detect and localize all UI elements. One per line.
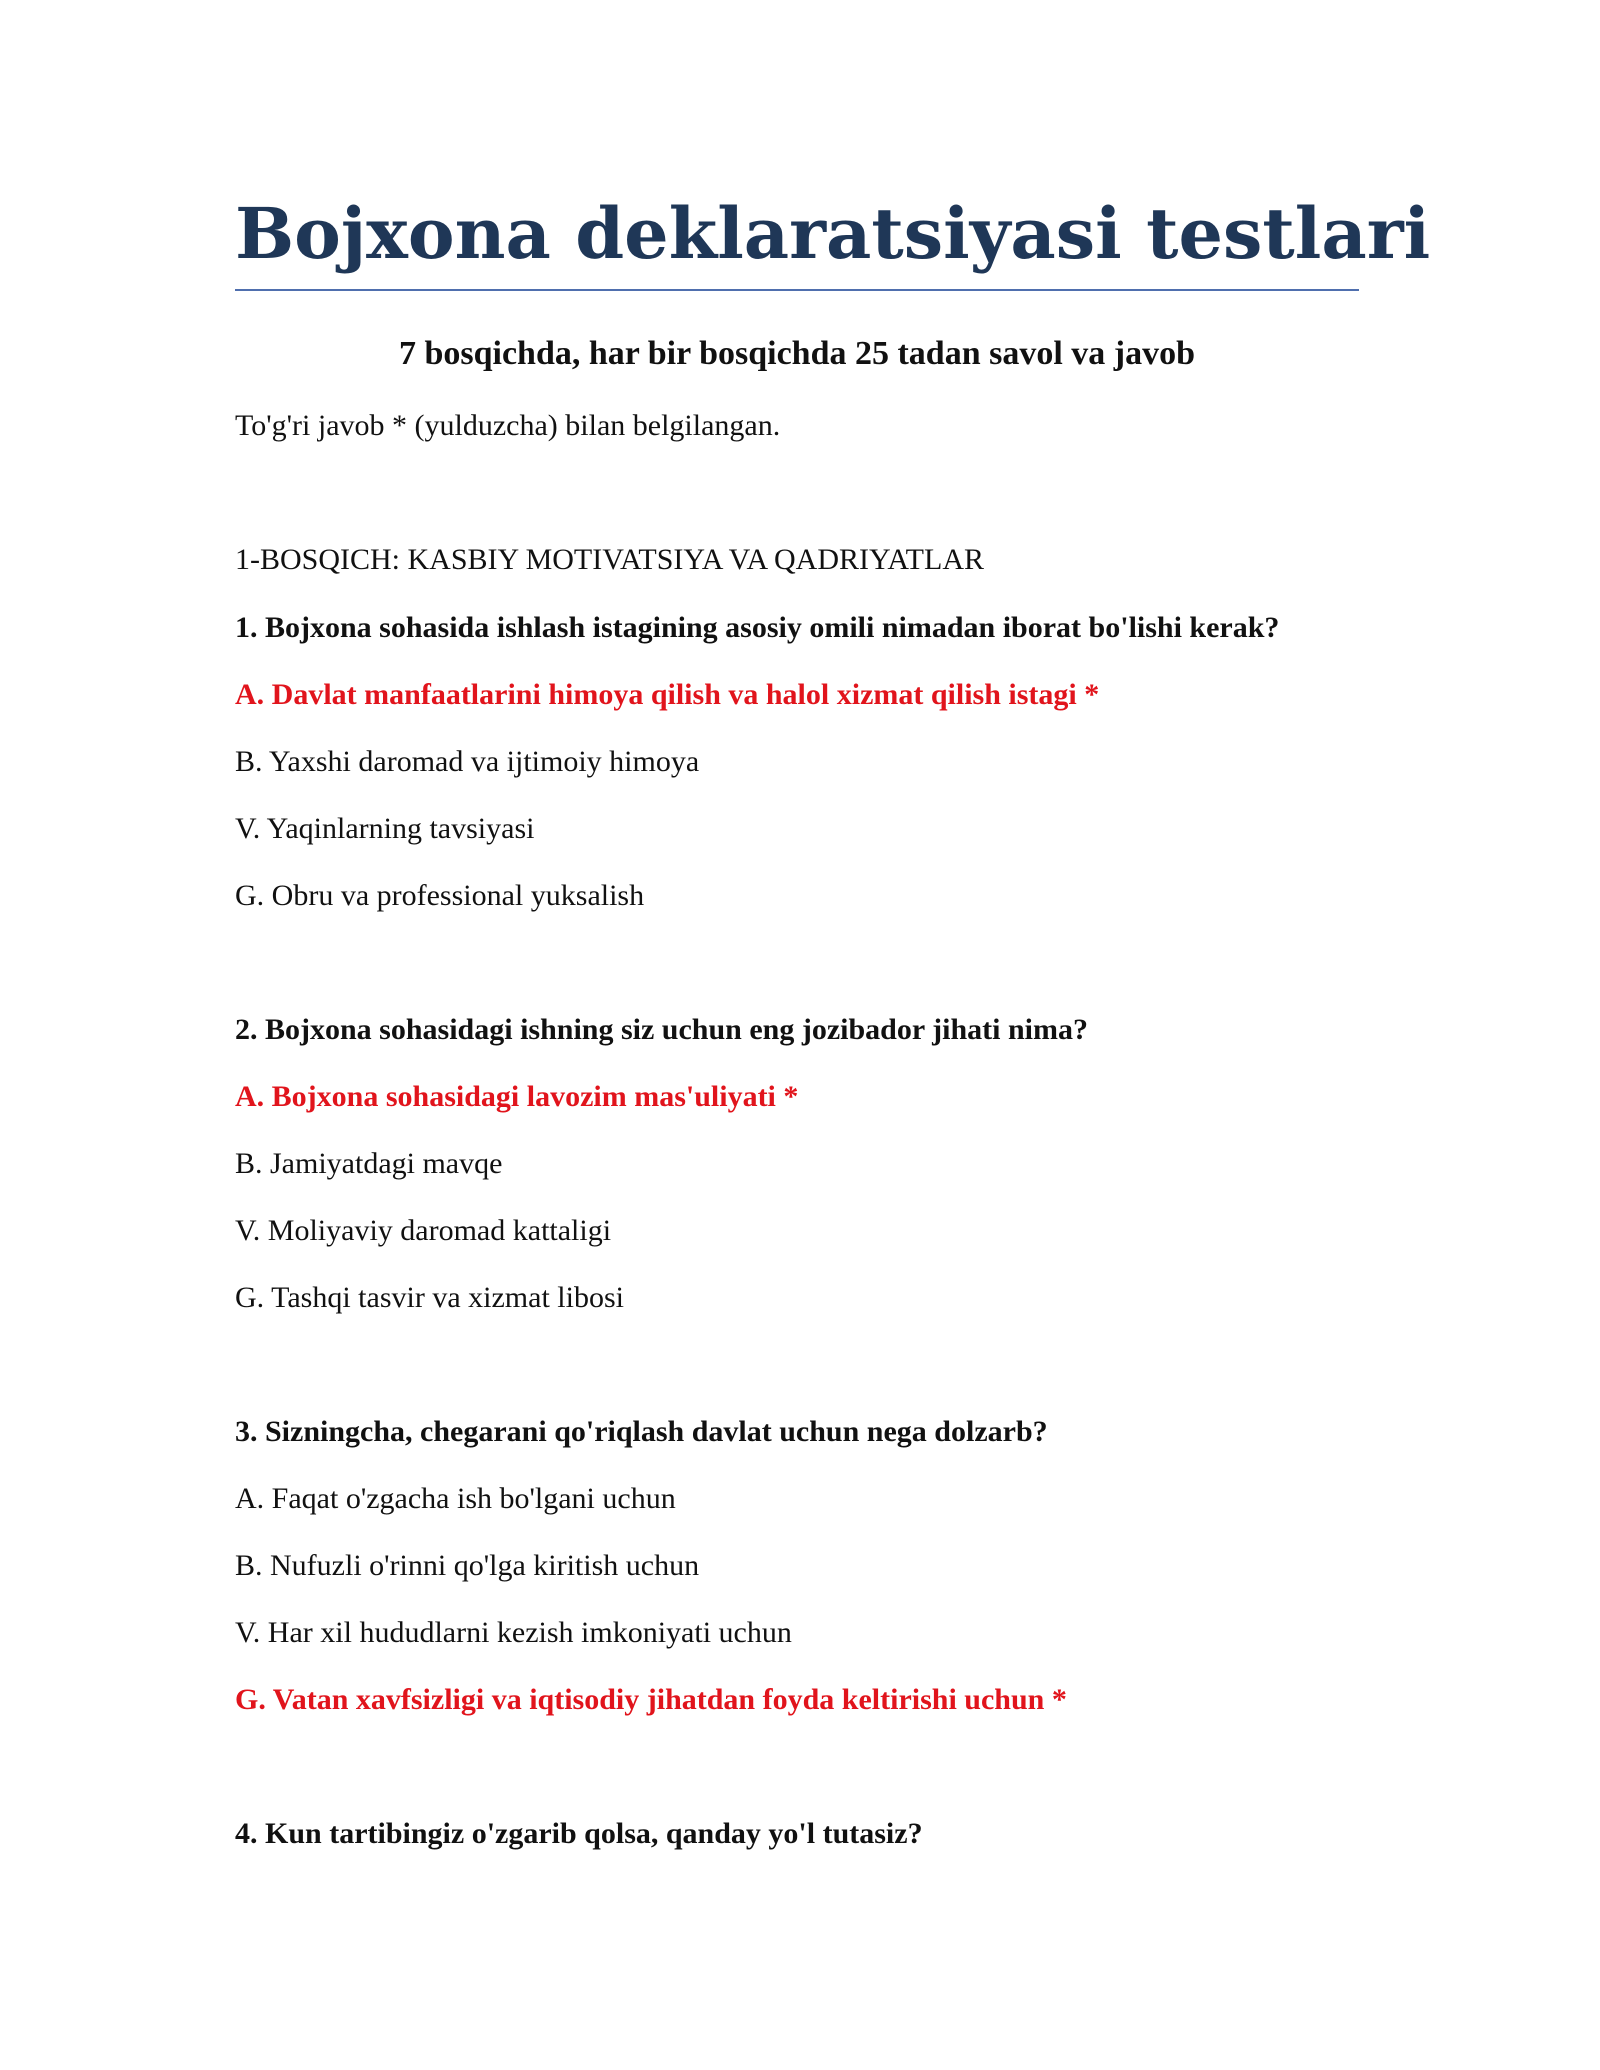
- question-1-option-v: V. Yaqinlarning tavsiyasi: [235, 812, 535, 845]
- title-underline: [235, 289, 1359, 291]
- question-3-option-g: G. Vatan xavfsizligi va iqtisodiy jihatdan foyda keltirishi uchun *: [235, 1683, 1067, 1716]
- question-2-option-a: A. Bojxona sohasidagi lavozim mas'uliyati *: [235, 1080, 799, 1113]
- question-2-option-b: B. Jamiyatdagi mavqe: [235, 1147, 503, 1180]
- question-3-option-v: V. Har xil hududlarni kezish imkoniyati uchun: [235, 1616, 792, 1649]
- question-1-option-a: A. Davlat manfaatlarini himoya qilish va halol xizmat qilish istagi *: [235, 678, 1100, 711]
- question-1-option-g: G. Obru va professional yuksalish: [235, 879, 645, 912]
- document-subtitle: 7 bosqichda, har bir bosqichda 25 tadan savol va javob: [398, 335, 1196, 372]
- question-3-option-a: A. Faqat o'zgacha ish bo'lgani uchun: [235, 1482, 676, 1515]
- question-3: 3. Sizningcha, chegarani qo'riqlash davlat uchun nega dolzarb?: [235, 1415, 1048, 1448]
- question-1-option-b: B. Yaxshi daromad va ijtimoiy himoya: [235, 745, 700, 778]
- question-1: 1. Bojxona sohasida ishlash istagining asosiy omili nimadan iborat bo'lishi kerak?: [235, 611, 1280, 644]
- stage-heading: 1-BOSQICH: KASBIY MOTIVATSIYA VA QADRIYATLAR: [235, 543, 984, 576]
- document-title: Bojxona deklaratsiyasi testlari: [235, 192, 1431, 275]
- question-2-option-v: V. Moliyaviy daromad kattaligi: [235, 1214, 612, 1247]
- answer-key-note: To'g'ri javob * (yulduzcha) bilan belgilangan.: [235, 409, 781, 442]
- question-2-option-g: G. Tashqi tasvir va xizmat libosi: [235, 1281, 624, 1314]
- question-2: 2. Bojxona sohasidagi ishning siz uchun eng jozibador jihati nima?: [235, 1013, 1088, 1046]
- question-3-option-b: B. Nufuzli o'rinni qo'lga kiritish uchun: [235, 1549, 700, 1582]
- question-4: 4. Kun tartibingiz o'zgarib qolsa, qanday yo'l tutasiz?: [235, 1817, 923, 1850]
